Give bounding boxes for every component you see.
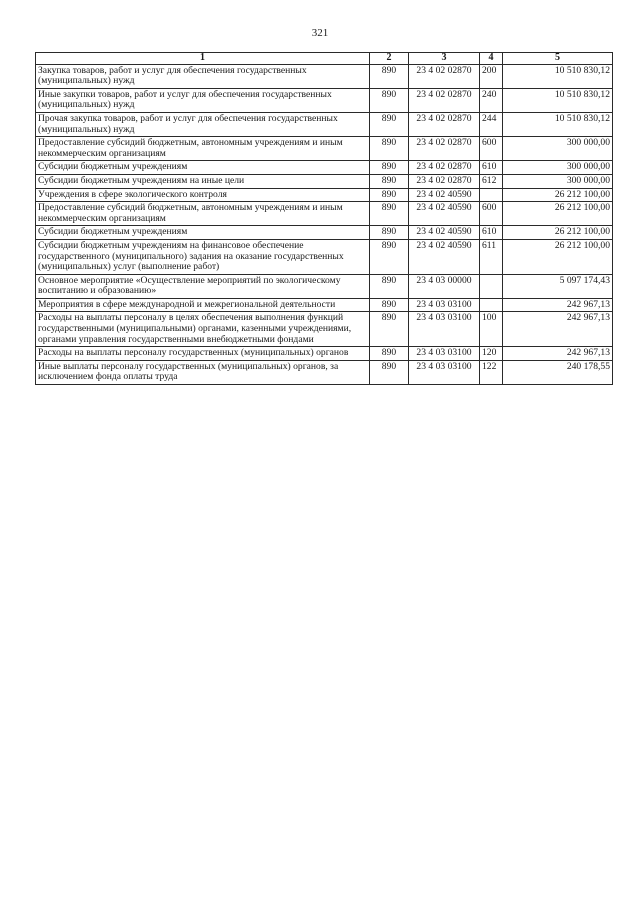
column-header: 2 [370, 53, 409, 65]
row-csr: 23 4 03 03100 [409, 347, 480, 361]
row-name: Субсидии бюджетным учреждениям на иные цели [36, 174, 370, 188]
row-vr [480, 188, 503, 202]
table-row [36, 174, 613, 188]
row-csr: 23 4 03 03100 [409, 298, 480, 312]
row-vr: 122 [480, 360, 503, 384]
row-vedomstvo: 890 [370, 202, 409, 226]
row-name: Субсидии бюджетным учреждениям на финансовое обеспечение государственного (муниципального) задания на оказание государственных (муниципальных) услуг (выполнение работ) [36, 239, 370, 274]
row-csr: 23 4 02 02870 [409, 174, 480, 188]
row-csr: 23 4 03 03100 [409, 360, 480, 384]
budget-table [35, 52, 613, 385]
table-row [36, 88, 613, 112]
table-row [36, 202, 613, 226]
row-sum: 10 510 830,12 [503, 112, 613, 136]
row-sum: 240 178,55 [503, 360, 613, 384]
row-vedomstvo: 890 [370, 188, 409, 202]
row-vr: 200 [480, 64, 503, 88]
row-csr: 23 4 02 02870 [409, 161, 480, 175]
row-sum: 5 097 174,43 [503, 274, 613, 298]
row-vedomstvo: 890 [370, 137, 409, 161]
row-vr [480, 298, 503, 312]
column-header: 3 [409, 53, 480, 65]
row-vr: 612 [480, 174, 503, 188]
row-name: Предоставление субсидий бюджетным, автономным учреждениям и иным некоммерческим организациям [36, 202, 370, 226]
row-vedomstvo: 890 [370, 64, 409, 88]
column-header: 4 [480, 53, 503, 65]
row-vr: 600 [480, 137, 503, 161]
row-vr: 120 [480, 347, 503, 361]
table-header-row [36, 53, 613, 65]
row-csr: 23 4 02 02870 [409, 112, 480, 136]
row-sum: 26 212 100,00 [503, 188, 613, 202]
row-vr: 610 [480, 226, 503, 240]
table-row [36, 226, 613, 240]
row-sum: 300 000,00 [503, 161, 613, 175]
table-row [36, 239, 613, 274]
row-name: Иные закупки товаров, работ и услуг для обеспечения государственных (муниципальных) нужд [36, 88, 370, 112]
row-name: Иные выплаты персоналу государственных (муниципальных) органов, за исключением фонда оплаты труда [36, 360, 370, 384]
row-csr: 23 4 02 02870 [409, 88, 480, 112]
row-sum: 10 510 830,12 [503, 88, 613, 112]
row-name: Прочая закупка товаров, работ и услуг для обеспечения государственных (муниципальных) нужд [36, 112, 370, 136]
row-vedomstvo: 890 [370, 239, 409, 274]
row-name: Мероприятия в сфере международной и межрегиональной деятельности [36, 298, 370, 312]
row-csr: 23 4 02 02870 [409, 137, 480, 161]
row-vedomstvo: 890 [370, 360, 409, 384]
table-row [36, 312, 613, 347]
row-name: Расходы на выплаты персоналу государственных (муниципальных) органов [36, 347, 370, 361]
row-sum: 26 212 100,00 [503, 202, 613, 226]
row-sum: 300 000,00 [503, 137, 613, 161]
row-csr: 23 4 03 00000 [409, 274, 480, 298]
row-name: Основное мероприятие «Осуществление мероприятий по экологическому воспитанию и образованию» [36, 274, 370, 298]
table-row [36, 188, 613, 202]
row-vedomstvo: 890 [370, 161, 409, 175]
column-header: 5 [503, 53, 613, 65]
page-number: 321 [311, 27, 329, 39]
row-vr [480, 274, 503, 298]
row-sum: 242 967,13 [503, 312, 613, 347]
table-row [36, 298, 613, 312]
row-csr: 23 4 02 40590 [409, 239, 480, 274]
row-csr: 23 4 02 40590 [409, 202, 480, 226]
row-vr: 244 [480, 112, 503, 136]
row-vr: 600 [480, 202, 503, 226]
row-vedomstvo: 890 [370, 174, 409, 188]
row-sum: 300 000,00 [503, 174, 613, 188]
row-sum: 26 212 100,00 [503, 226, 613, 240]
row-name: Учреждения в сфере экологического контроля [36, 188, 370, 202]
row-name: Расходы на выплаты персоналу в целях обеспечения выполнения функций государственными (муниципальными) органами, казенными учреждениями, органами управления государственными внебюджетными фондами [36, 312, 370, 347]
row-vedomstvo: 890 [370, 112, 409, 136]
row-name: Субсидии бюджетным учреждениям [36, 161, 370, 175]
row-sum: 10 510 830,12 [503, 64, 613, 88]
row-csr: 23 4 03 03100 [409, 312, 480, 347]
row-vedomstvo: 890 [370, 274, 409, 298]
table-row [36, 274, 613, 298]
row-vr: 610 [480, 161, 503, 175]
row-vedomstvo: 890 [370, 88, 409, 112]
row-vedomstvo: 890 [370, 298, 409, 312]
row-vedomstvo: 890 [370, 312, 409, 347]
row-sum: 242 967,13 [503, 347, 613, 361]
row-vedomstvo: 890 [370, 347, 409, 361]
table-row [36, 161, 613, 175]
row-csr: 23 4 02 40590 [409, 188, 480, 202]
row-vr: 100 [480, 312, 503, 347]
row-name: Закупка товаров, работ и услуг для обеспечения государственных (муниципальных) нужд [36, 64, 370, 88]
row-sum: 26 212 100,00 [503, 239, 613, 274]
table-row [36, 347, 613, 361]
row-name: Предоставление субсидий бюджетным, автономным учреждениям и иным некоммерческим организациям [36, 137, 370, 161]
table-row [36, 112, 613, 136]
row-csr: 23 4 02 02870 [409, 64, 480, 88]
row-sum: 242 967,13 [503, 298, 613, 312]
row-vr: 240 [480, 88, 503, 112]
row-csr: 23 4 02 40590 [409, 226, 480, 240]
column-header: 1 [36, 53, 370, 65]
table-row [36, 64, 613, 88]
row-vedomstvo: 890 [370, 226, 409, 240]
table-row [36, 360, 613, 384]
table-row [36, 137, 613, 161]
row-vr: 611 [480, 239, 503, 274]
row-name: Субсидии бюджетным учреждениям [36, 226, 370, 240]
